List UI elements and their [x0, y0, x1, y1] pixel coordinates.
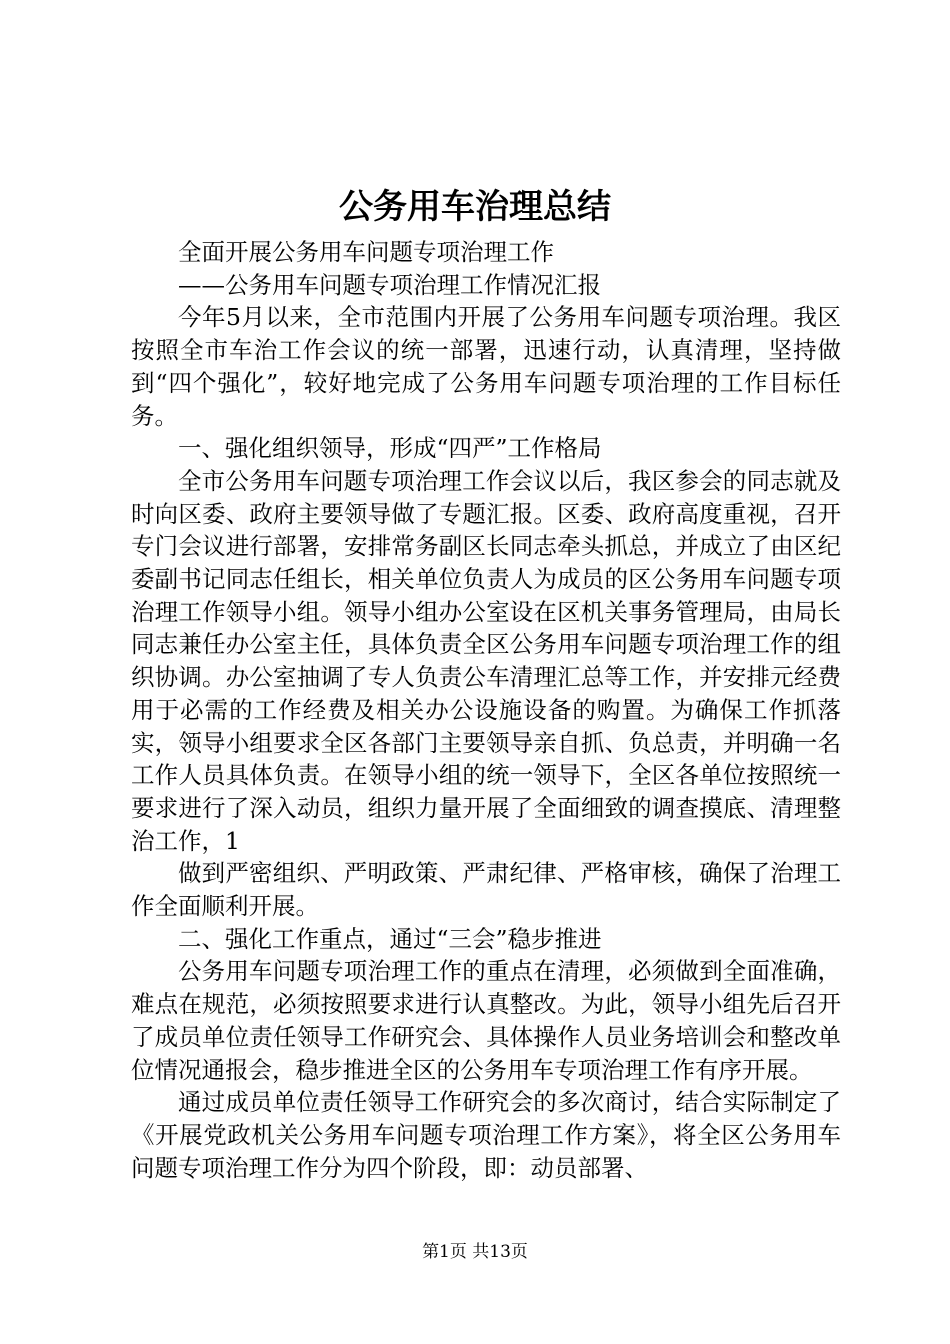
section-heading: 一、强化组织领导，形成“四严”工作格局 [178, 434, 602, 463]
paragraph: 做到严密组织、严明政策、严肃纪律、严格审核，确保了治理工作全面顺利开展。 [131, 859, 841, 921]
paragraph: ——公务用车问题专项治理工作情况汇报 [178, 270, 601, 299]
paragraph: 全面开展公务用车问题专项治理工作 [178, 238, 554, 266]
paragraph: 全市公务用车问题专项治理工作会议以后，我区参会的同志就及时向区委、政府主要领导做了专题汇报。区委、政府高度重视，召开专门会议进行部署，安排常务副区长同志牵头抓总，并成立了由区纪委副书记同志任组长，相关单位负责人为成员的区公务用车问题专项治理工作领导小组。领导小组办公室设在区机关事务管理局，由局长同志兼任办公室主任，具体负责全区公务用车问题专项治理工作的组织协调。办公室抽调了专人负责公车清理汇总等工作，并安排元经费用于必需的工作经费及相关办公设施设备的购置。为确保工作抓落实，领导小组要求全区各部门主要领导亲自抓、负总责，并明确一名工作人员具体负责。在领导小组的统一领导下，全区各单位按照统一要求进行了深入动员，组织力量开展了全面细致的调查摸底、清理整治工作，1 [131, 466, 841, 855]
document-body [131, 236, 841, 1184]
paragraph: 今年5月以来，全市范围内开展了公务用车问题专项治理。我区按照全市车治工作会议的统一部署，迅速行动，认真清理，坚持做到“四个强化”，较好地完成了公务用车问题专项治理的工作目标任务。 [131, 303, 841, 430]
document-title: 公务用车治理总结 [339, 187, 611, 227]
section-heading: 二、强化工作重点，通过“三会”稳步推进 [178, 924, 602, 953]
paragraph: 通过成员单位责任领导工作研究会的多次商讨，结合实际制定了《开展党政机关公务用车问题专项治理工作方案》，将全区公务用车问题专项治理工作分为四个阶段，即：动员部署、 [131, 1088, 841, 1182]
page-footer: 第1页 共13页 [422, 1242, 528, 1262]
paragraph: 公务用车问题专项治理工作的重点在清理，必须做到全面准确，难点在规范，必须按照要求进行认真整改。为此，领导小组先后召开了成员单位责任领导工作研究会、具体操作人员业务培训会和整改单位情况通报会，稳步推进全区的公务用车专项治理工作有序开展。 [131, 957, 841, 1084]
